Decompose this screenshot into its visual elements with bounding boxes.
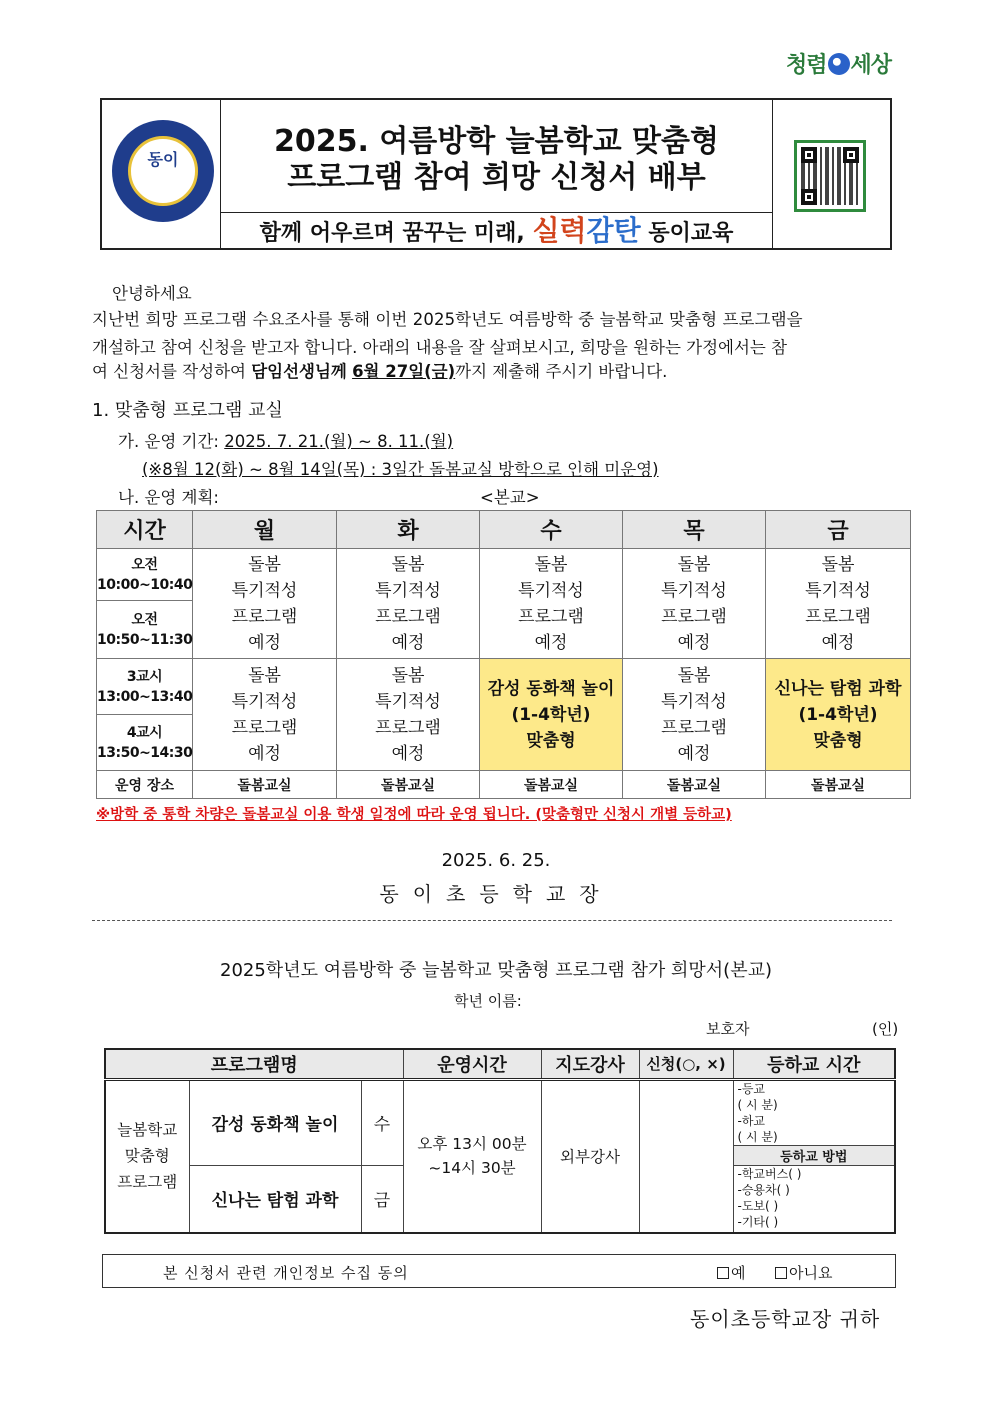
school-emblem — [112, 120, 214, 222]
logo-text-left: 청렴 — [786, 52, 827, 78]
cell-line: 예정 — [677, 632, 711, 653]
cell-line: 예정 — [821, 632, 855, 653]
cell-line: 특기적성 — [375, 691, 441, 712]
instructor: 외부강사 — [541, 1079, 639, 1233]
consent-yes-option[interactable] — [717, 1262, 746, 1283]
cell-line: 특기적성 — [661, 691, 727, 712]
place-label: 운영 장소 — [97, 771, 193, 799]
period-note: (※8월 12(화) ~ 8월 14일(목) : 3일간 돌봄교실 방학으로 인해 미운영) — [142, 460, 659, 479]
care-cell — [480, 549, 623, 659]
motto-prefix: 함께 어우르며 꿈꾸는 미래, — [259, 221, 533, 246]
principal-signature: 동이초등학교장 — [379, 882, 613, 906]
cell-line: 특기적성 — [231, 580, 298, 601]
header-apply: 신청(○, ×) — [639, 1049, 733, 1079]
cell-line: 신나는 탐험 과학 — [774, 678, 902, 699]
cell-line: 예정 — [248, 743, 281, 764]
cell-line: 프로그램 — [661, 606, 727, 627]
run-time — [403, 1079, 541, 1233]
cell-line: 돌봄 — [248, 554, 281, 575]
letter-line-1: 지난번 희망 프로그램 수요조사를 통해 이번 2025학년도 여름방학 중 늘봄학교 맞춤형 프로그램을 — [92, 310, 803, 329]
header-tue: 화 — [337, 511, 480, 549]
cell-line: 예정 — [248, 632, 281, 653]
header-commute: 등하교 시간 — [733, 1049, 895, 1079]
arrive-line: ( 시 분) — [737, 1129, 778, 1144]
cell-line: 프로그램 — [518, 606, 584, 627]
care-cell — [623, 549, 766, 659]
motto-highlight-2: 감탄 — [586, 214, 641, 247]
header-instructor: 지도강사 — [541, 1049, 639, 1079]
method-option: -도보( ) — [737, 1198, 779, 1213]
place-cell: 돌봄교실 — [766, 771, 911, 799]
group-line: 늘봄학교 — [117, 1121, 178, 1140]
letter-line-2: 개설하고 참여 신청을 받고자 합니다. 아래의 내용을 잘 살펴보시고, 희망을 원하는 가정에서는 참 — [92, 338, 788, 357]
method-option: -기타( ) — [737, 1214, 779, 1229]
group-line: 맞춤형 — [124, 1147, 170, 1166]
place-cell: 돌봄교실 — [480, 771, 623, 799]
care-cell — [193, 549, 337, 659]
care-cell — [337, 659, 480, 771]
header-mon: 월 — [193, 511, 337, 549]
table-header-row — [97, 511, 911, 549]
table-row — [97, 771, 911, 799]
cell-line: 프로그램 — [375, 717, 441, 738]
period-name: 3교시 — [126, 668, 163, 685]
period-time: 10:00~10:40 — [97, 576, 193, 593]
time-cell — [97, 549, 193, 601]
no-label: 아니요 — [789, 1264, 833, 1282]
submit-to: 담임선생님께 — [251, 362, 347, 381]
cell-line: 돌봄 — [821, 554, 855, 575]
logo-text-right: 세상 — [850, 52, 892, 78]
cell-line: 예정 — [677, 743, 711, 764]
commute-methods[interactable] — [733, 1165, 895, 1233]
cell-line: 감성 동화책 놀이 — [487, 678, 615, 699]
checkbox-icon[interactable] — [775, 1267, 787, 1279]
grade-name-field[interactable]: 학년 이름: — [454, 992, 522, 1010]
letter-text: 까지 제출해 주시기 바랍니다. — [455, 362, 668, 381]
bus-note: ※방학 중 통학 차량은 돌봄교실 이용 학생 일정에 따라 운영 됩니다. (맞춤형만 신청시 개별 등하교) — [96, 807, 732, 823]
arrive-line: -하교 — [737, 1113, 766, 1128]
cell-line: 프로그램 — [231, 606, 298, 627]
document-date: 2025. 6. 25. — [441, 850, 551, 871]
qr-finder — [801, 189, 817, 205]
period-name: 오전 — [131, 611, 158, 628]
header-time: 시간 — [97, 511, 193, 549]
cell-line: 특기적성 — [661, 580, 727, 601]
qr-finder — [843, 147, 859, 163]
program-day-2: 금 — [361, 1165, 403, 1233]
cell-line: (1-4학년) — [798, 704, 878, 725]
care-cell — [766, 549, 911, 659]
care-cell — [623, 659, 766, 771]
cell-line: 돌봄 — [677, 665, 711, 686]
cell-line: (1-4학년) — [511, 704, 591, 725]
time-cell — [97, 659, 193, 715]
cell-line: 돌봄 — [534, 554, 568, 575]
header-wed: 수 — [480, 511, 623, 549]
cell-line: 특기적성 — [375, 580, 441, 601]
cell-line: 돌봄 — [677, 554, 711, 575]
integrity-logo — [786, 48, 891, 79]
cell-line: 예정 — [391, 743, 425, 764]
emblem-ring — [128, 136, 198, 206]
motto-highlight-1: 실력 — [532, 214, 587, 247]
apply-checkbox[interactable] — [639, 1079, 733, 1233]
section-heading: 1. 맞춤형 프로그램 교실 — [92, 400, 283, 421]
emblem-text: 동이 — [147, 150, 179, 169]
cut-line — [92, 920, 892, 921]
deadline: 6월 27일(금) — [352, 362, 456, 381]
method-header: 등하교 방법 — [733, 1145, 895, 1165]
greeting: 안녕하세요 — [112, 284, 192, 303]
method-option: -승용차( ) — [737, 1182, 790, 1197]
header-fri: 금 — [766, 511, 911, 549]
cell-line: 프로그램 — [231, 717, 298, 738]
period-time: 13:50~14:30 — [97, 744, 193, 761]
consent-no-option[interactable] — [775, 1262, 832, 1283]
letter-line-3 — [92, 361, 667, 383]
period-name: 오전 — [131, 556, 158, 573]
cell-line: 맞춤형 — [526, 730, 576, 751]
time-line: ~14시 30분 — [428, 1159, 516, 1178]
table-header-row — [105, 1049, 895, 1079]
privacy-consent — [102, 1254, 896, 1288]
period-time: 10:50~11:30 — [97, 631, 193, 648]
cell-line: 프로그램 — [375, 606, 441, 627]
custom-program-fri — [766, 659, 911, 771]
title-line-1: 2025. 여름방학 늘봄학교 맞춤형 — [273, 124, 719, 159]
motto-suffix: 동이교육 — [640, 221, 734, 246]
cell-line: 특기적성 — [231, 691, 298, 712]
period-time: 13:00~13:40 — [97, 688, 193, 705]
place-cell: 돌봄교실 — [337, 771, 480, 799]
checkbox-icon[interactable] — [717, 1267, 729, 1279]
arrive-line: -등교 — [737, 1081, 766, 1096]
cell-line: 특기적성 — [518, 580, 584, 601]
cell-line: 돌봄 — [391, 554, 425, 575]
table-row — [97, 659, 911, 715]
cell-line: 돌봄 — [391, 665, 425, 686]
cell-line: 맞춤형 — [813, 730, 863, 751]
schedule-table — [96, 510, 911, 799]
table-row — [97, 549, 911, 601]
program-day-1: 수 — [361, 1079, 403, 1165]
header-time: 운영시간 — [403, 1049, 541, 1079]
care-cell — [337, 549, 480, 659]
time-line: 오후 13시 00분 — [417, 1135, 527, 1154]
program-name-1: 감성 동화책 놀이 — [189, 1079, 361, 1165]
cell-line: 예정 — [391, 632, 425, 653]
qr-finder — [801, 147, 817, 163]
page-title — [221, 124, 772, 196]
period-value: 2025. 7. 21.(월) ~ 8. 11.(월) — [224, 432, 454, 451]
cell-line: 프로그램 — [661, 717, 727, 738]
yes-label: 예 — [731, 1264, 746, 1282]
cell-line: 특기적성 — [805, 580, 871, 601]
header-program: 프로그램명 — [105, 1049, 403, 1079]
program-group — [105, 1079, 189, 1233]
header-box — [100, 98, 892, 250]
qr-code-icon[interactable] — [794, 140, 866, 212]
arrival-times[interactable] — [733, 1079, 895, 1145]
operation-period — [118, 431, 453, 453]
time-cell — [97, 601, 193, 659]
guardian-field[interactable]: 보호자 — [706, 1020, 750, 1038]
header-title-area — [220, 100, 773, 248]
form-title: 2025학년도 여름방학 중 늘봄학교 맞춤형 프로그램 참가 희망서(본교) — [220, 960, 772, 981]
title-line-2: 프로그램 참여 희망 신청서 배부 — [287, 160, 706, 195]
method-option: -학교버스( ) — [737, 1166, 802, 1181]
consent-label: 본 신청서 관련 개인정보 수집 동의 — [163, 1264, 409, 1282]
cell-line: 돌봄 — [248, 665, 281, 686]
program-name-2: 신나는 탐험 과학 — [189, 1165, 361, 1233]
cell-line: 프로그램 — [805, 606, 871, 627]
arrive-line: ( 시 분) — [737, 1097, 778, 1112]
place-cell: 돌봄교실 — [193, 771, 337, 799]
group-line: 프로그램 — [117, 1173, 178, 1192]
cell-line: 예정 — [534, 632, 568, 653]
application-table — [104, 1048, 896, 1234]
header-thu: 목 — [623, 511, 766, 549]
campus-label: <본교> — [480, 488, 540, 507]
place-cell: 돌봄교실 — [623, 771, 766, 799]
globe-icon — [828, 53, 850, 75]
seal-mark: (인) — [872, 1020, 899, 1038]
period-label: 가. 운영 기간: — [118, 432, 225, 451]
plan-label: 나. 운영 계획: — [118, 488, 219, 507]
custom-program-wed — [480, 659, 623, 771]
table-row — [105, 1079, 895, 1145]
letter-text: 여 신청서를 작성하여 — [92, 362, 252, 381]
addressee: 동이초등학교장 귀하 — [690, 1307, 881, 1331]
time-cell — [97, 715, 193, 771]
period-name: 4교시 — [126, 724, 163, 741]
care-cell — [193, 659, 337, 771]
school-motto — [221, 212, 772, 248]
